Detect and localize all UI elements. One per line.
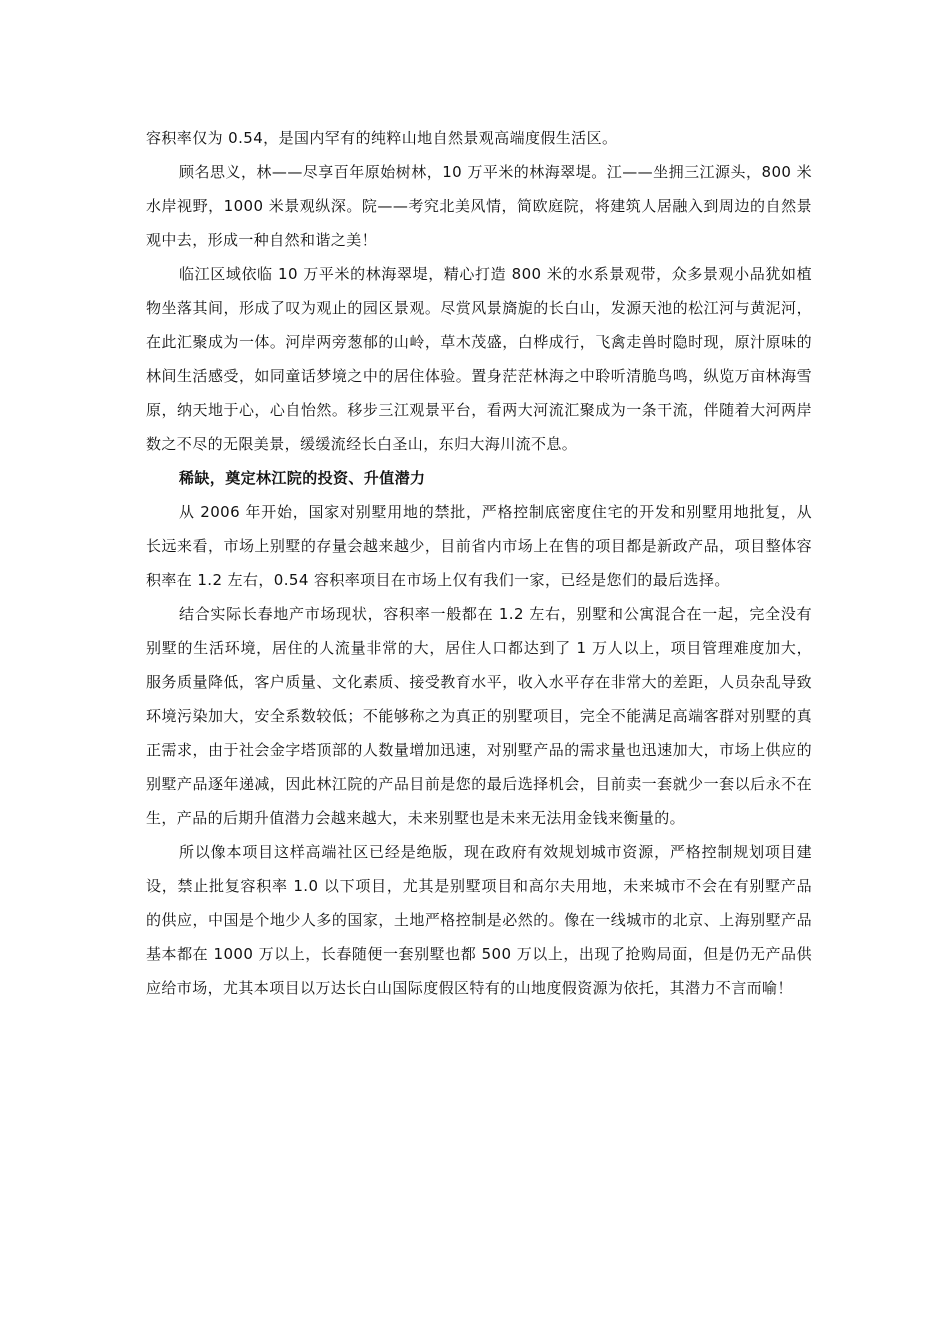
- paragraph-continuation: 容积率仅为 0.54，是国内罕有的纯粹山地自然景观高端度假生活区。: [146, 129, 618, 147]
- paragraph-riverside-landscape: 临江区域依临 10 万平米的林海翠堤，精心打造 800 米的水系景观带，众多景观小品犹如植物坐落其间，形成了叹为观止的园区景观。尽赏风景旖旎的长白山，发源天池的松江河与黄泥河，在此汇聚成为一体。河岸两旁葱郁的山岭，草木茂盛，白桦成行，飞禽走兽时隐时现，原汁原味的林间生活感受，如同童话梦境之中的居住体验。置身茫茫林海之中聆听清脆鸟鸣，纵览万亩林海雪原，纳天地于心，心自怡然。移步三江观景平台，看两大河流汇聚成为一条干流，伴随着大河两岸数之不尽的无限美景，缓缓流经长白圣山，东归大海川流不息。: [146, 265, 812, 453]
- section-heading: 稀缺，奠定林江院的投资、升值潜力: [179, 469, 426, 487]
- document-page: [146, 121, 812, 1005]
- paragraph-potential: 所以像本项目这样高端社区已经是绝版，现在政府有效规划城市资源，严格控制规划项目建设，禁止批复容积率 1.0 以下项目，尤其是别墅项目和高尔夫用地，未来城市不会在有别墅产品的供应，中国是个地少人多的国家，土地严格控制是必然的。像在一线城市的北京、上海别墅产品基本都在 1000 万以上，长春随便一套别墅也都 500 万以上，出现了抢购局面，但是仍无产品供应给市场，尤其本项目以万达长白山国际度假区特有的山地度假资源为依托，其潜力不言而喻！: [146, 843, 812, 997]
- paragraph-scarcity: 从 2006 年开始，国家对别墅用地的禁批，严格控制底密度住宅的开发和别墅用地批复，从长远来看，市场上别墅的存量会越来越少，目前省内市场上在售的项目都是新政产品，项目整体容积率在 1.2 左右，0.54 容积率项目在市场上仅有我们一家，已经是您们的最后选择。: [146, 503, 812, 589]
- paragraph-name-meaning: 顾名思义，林——尽享百年原始树林，10 万平米的林海翠堤。江——坐拥三江源头，800 米水岸视野，1000 米景观纵深。院——考究北美风情，简欧庭院，将建筑人居融入到周边的自然景观中去，形成一种自然和谐之美！: [146, 163, 812, 249]
- paragraph-market-status: 结合实际长春地产市场现状，容积率一般都在 1.2 左右，别墅和公寓混合在一起，完全没有别墅的生活环境，居住的人流量非常的大，居住人口都达到了 1 万人以上，项目管理难度加大，服务质量降低，客户质量、文化素质、接受教育水平，收入水平存在非常大的差距，人员杂乱导致环境污染加大，安全系数较低；不能够称之为真正的别墅项目，完全不能满足高端客群对别墅的真正需求，由于社会金字塔顶部的人数量增加迅速，对别墅产品的需求量也迅速加大，市场上供应的别墅产品逐年递减，因此林江院的产品目前是您的最后选择机会，目前卖一套就少一套以后永不在生，产品的后期升值潜力会越来越大，未来别墅也是未来无法用金钱来衡量的。: [146, 605, 812, 827]
